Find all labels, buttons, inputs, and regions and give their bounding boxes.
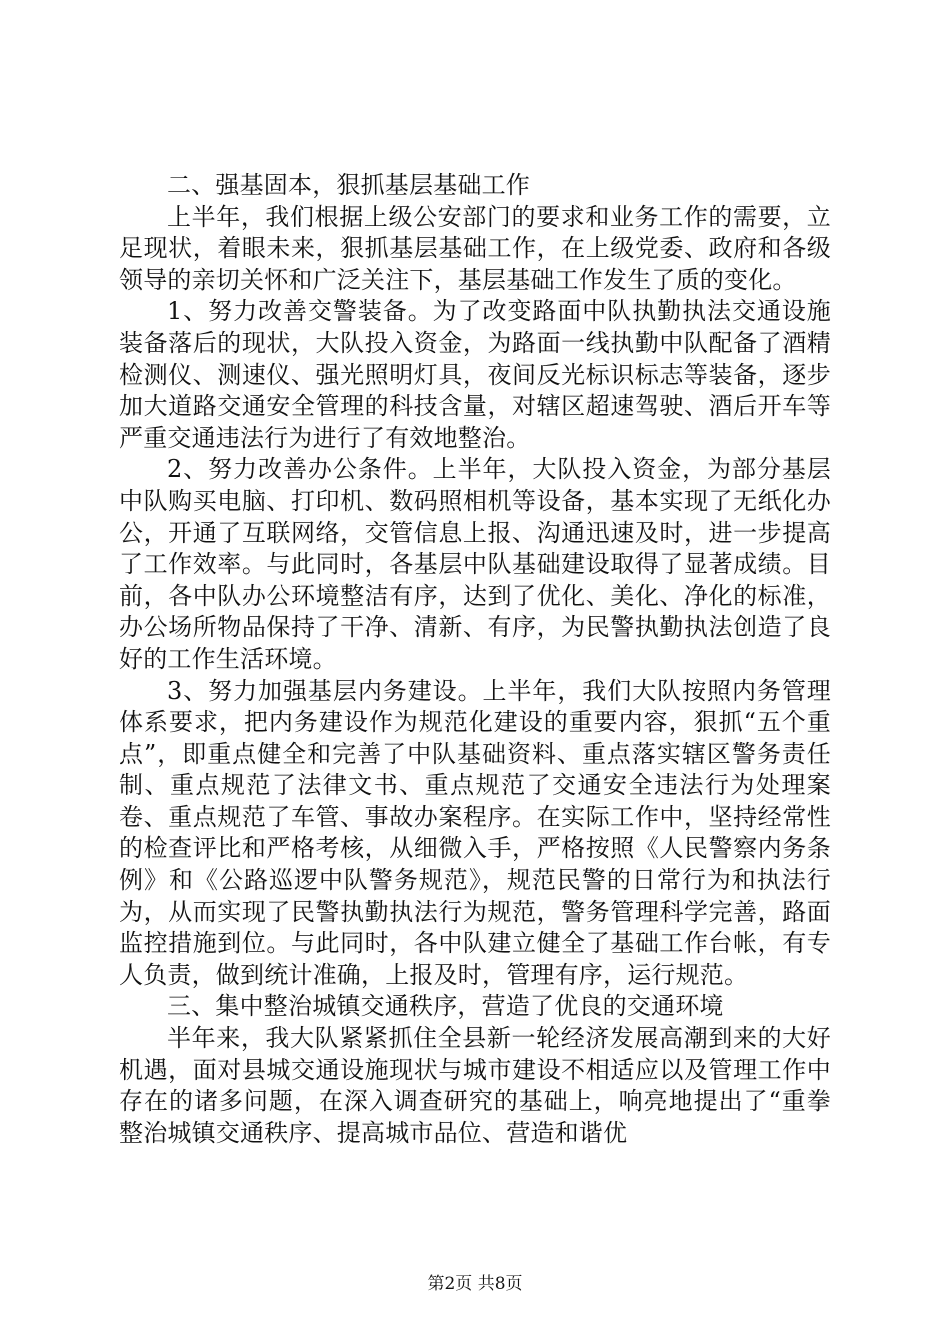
section-heading-2: 二、强基固本，狠抓基层基础工作 bbox=[167, 171, 530, 199]
section-heading-3: 三、集中整治城镇交通秩序，营造了优良的交通环境 bbox=[167, 992, 724, 1021]
paragraph-section-3: 半年来，我大队紧紧抓住全县新一轮经济发展高潮到来的大好机遇，面对县城交通设施现状与城市建设不相适应以及管理工作中存在的诸多问题，在深入调查研究的基础上，响亮地提出了“重拳整治城镇交通秩序、提高城市品位、营造和谐优 bbox=[119, 1024, 831, 1147]
paragraph-item-3: 3、努力加强基层内务建设。上半年，我们大队按照内务管理体系要求，把内务建设作为规范化建设的重要内容，狠抓“五个重点”，即重点健全和完善了中队基础资料、重点落实辖区警务责任制、重点规范了法律文书、重点规范了交通安全违法行为处理案卷、重点规范了车管、事故办案程序。在实际工作中，坚持经常性的检查评比和严格考核，从细微入手，严格按照《人民警察内务条例》和《公路巡逻中队警务规范》，规范民警的日常行为和执法行为，从而实现了民警执勤执法行为规范，警务管理科学完善，路面监控措施到位。与此同时，各中队建立健全了基础工作台帐，有专人负责，做到统计准确，上报及时，管理有序，运行规范。 bbox=[119, 676, 831, 989]
document-body bbox=[119, 170, 831, 1149]
paragraph-item-2: 2、努力改善办公条件。上半年，大队投入资金，为部分基层中队购买电脑、打印机、数码照相机等设备，基本实现了无纸化办公，开通了互联网络，交管信息上报、沟通迅速及时，进一步提高了工作效率。与此同时，各基层中队基础建设取得了显著成绩。目前，各中队办公环境整洁有序，达到了优化、美化、净化的标准，办公场所物品保持了干净、清新、有序，为民警执勤执法创造了良好的工作生活环境。 bbox=[119, 455, 831, 673]
paragraph-item-1: 1、努力改善交警装备。为了改变路面中队执勤执法交通设施装备落后的现状，大队投入资金，为路面一线执勤中队配备了酒精检测仪、测速仪、强光照明灯具，夜间反光标识标志等装备，逐步加大道路交通安全管理的科技含量，对辖区超速驾驶、酒后开车等严重交通违法行为进行了有效地整治。 bbox=[119, 297, 831, 452]
paragraph-intro: 上半年，我们根据上级公安部门的要求和业务工作的需要，立足现状，着眼未来，狠抓基层基础工作，在上级党委、政府和各级领导的亲切关怀和广泛关注下，基层基础工作发生了质的变化。 bbox=[119, 202, 831, 294]
page-footer: 第2页 共8页 bbox=[427, 1274, 523, 1294]
